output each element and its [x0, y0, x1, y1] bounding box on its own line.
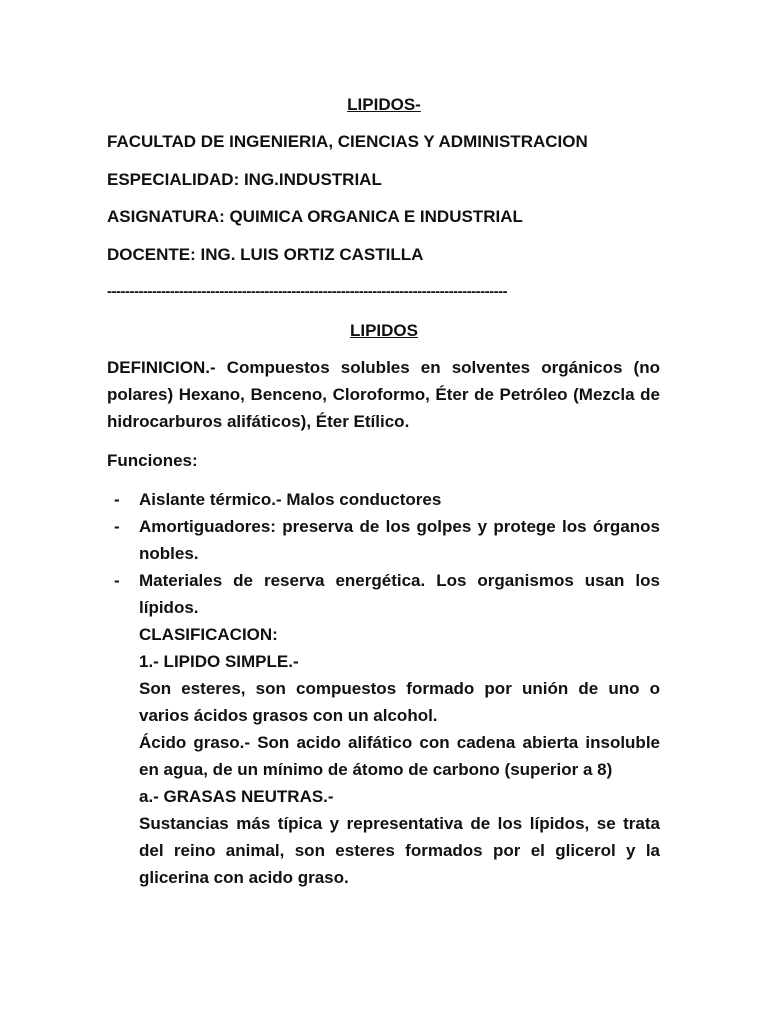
teacher-line: DOCENTE: ING. LUIS ORTIZ CASTILLA [107, 245, 424, 264]
fatty-acid-text: Ácido graso.- Son acido alifático con cadena abierta insoluble en agua, de un mínimo de átomo de carbono (superior a 8) [139, 733, 660, 779]
neutral-fats-text: Sustancias más típica y representativa de los lípidos, se trata del reino animal, son esteres formados por el glicerol y la glicerina con acido graso. [139, 814, 660, 887]
section-title: LIPIDOS [349, 321, 418, 340]
faculty-line: FACULTAD DE INGENIERIA, CIENCIAS Y ADMINISTRACION [107, 132, 588, 151]
simple-lipid-heading: 1.- LIPIDO SIMPLE.- [139, 652, 299, 671]
list-item-text: Amortiguadores: preserva de los golpes y protege los órganos nobles. [139, 517, 660, 563]
neutral-fats-heading: a.- GRASAS NEUTRAS.- [139, 787, 334, 806]
classification-heading: CLASIFICACION: [139, 625, 278, 644]
subject-line: ASIGNATURA: QUIMICA ORGANICA E INDUSTRIAL [107, 207, 523, 226]
list-item-text: Aislante térmico.- Malos conductores [139, 490, 442, 509]
document-title: LIPIDOS- [347, 95, 421, 114]
list-item-text: Materiales de reserva energética. Los organismos usan los lípidos. [139, 571, 660, 617]
simple-lipid-text: Son esteres, son compuestos formado por unión de uno o varios ácidos grasos con un alcohol. [139, 679, 660, 725]
list-item [114, 513, 660, 567]
specialty-line: ESPECIALIDAD: ING.INDUSTRIAL [107, 170, 382, 189]
bullet-dash: - [114, 517, 120, 536]
definition-paragraph: DEFINICION.- Compuestos solubles en solventes orgánicos (no polares) Hexano, Benceno, Cloroformo, Éter de Petróleo (Mezcla de hidrocarburos alifáticos), Éter Etílico. [107, 358, 660, 431]
bullet-dash: - [114, 490, 120, 509]
classification-section [139, 621, 660, 891]
functions-list [114, 486, 660, 621]
functions-label: Funciones: [107, 451, 198, 470]
list-item [114, 567, 660, 621]
bullet-dash: - [114, 571, 120, 590]
list-item [114, 486, 660, 513]
dashed-divider: ----------------------------------------------------------------------------------------- [107, 283, 508, 300]
